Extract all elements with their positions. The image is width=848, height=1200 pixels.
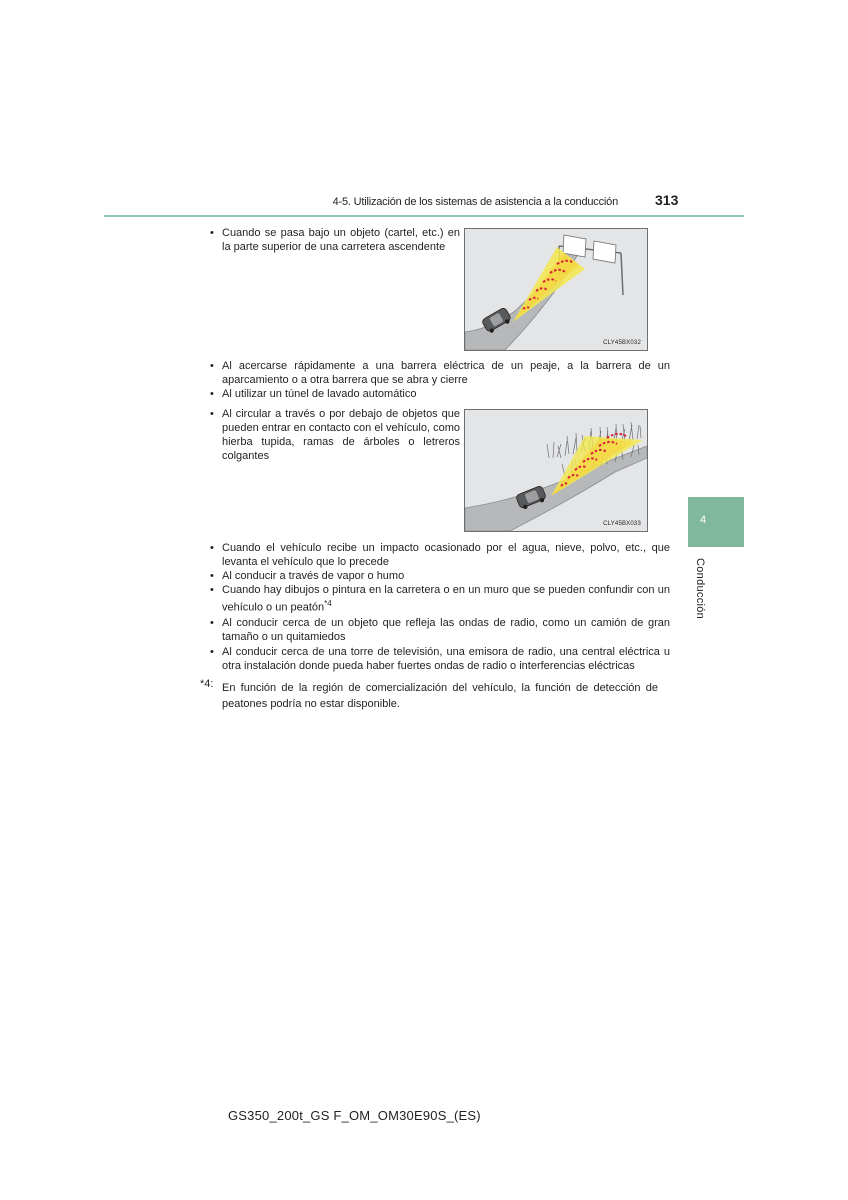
list-item <box>210 407 460 463</box>
list-item-text: Al conducir cerca de una torre de televisión, una emisora de radio, una central eléctrica u otra instalación donde pueda haber fuertes ondas de radio o interferencias eléctricas <box>222 646 670 672</box>
list-item-text: Al conducir cerca de un objeto que refleja las ondas de radio, como un camión de gran tamaño o un quitamiedos <box>222 617 670 643</box>
list-item-text: Al conducir a través de vapor o humo <box>222 570 405 582</box>
list-item <box>210 541 670 569</box>
figure-code: CLY45BX033 <box>603 521 641 527</box>
overhead-sign-drawing <box>465 229 647 350</box>
bullet-icon: • <box>210 227 214 239</box>
bullet-icon: • <box>210 617 214 629</box>
figure-code: CLY45BX032 <box>603 340 641 346</box>
chapter-label: Conducción <box>694 558 706 620</box>
illustration-tall-grass <box>464 409 648 532</box>
list-item-text: Al utilizar un túnel de lavado automático <box>222 388 417 400</box>
header-rule <box>104 215 744 217</box>
bullet-icon: • <box>210 388 214 400</box>
list-item <box>210 616 670 644</box>
list-item-text: Cuando el vehículo recibe un impacto ocasionado por el agua, nieve, polvo, etc., que levanta el vehículo que lo precede <box>222 542 670 568</box>
bullet-icon: • <box>210 570 214 582</box>
footnote-reference: *4 <box>324 599 332 608</box>
list-item <box>210 583 670 615</box>
list-item <box>210 226 460 254</box>
bullet-icon: • <box>210 542 214 554</box>
document-code: GS350_200t_GS F_OM_OM30E90S_(ES) <box>228 1108 481 1123</box>
list-item <box>210 645 670 673</box>
footnote-marker: *4: <box>200 678 214 690</box>
list-item-text <box>222 583 670 615</box>
bullet-icon: • <box>210 646 214 658</box>
bullet-icon: • <box>210 584 214 596</box>
list-item <box>210 359 670 387</box>
page-number: 313 <box>655 192 679 208</box>
list-item-text-body: Cuando hay dibujos o pintura en la carretera o en un muro que se pueden confundir con un vehículo o un peatón <box>222 584 670 614</box>
list-item-text: Cuando se pasa bajo un objeto (cartel, etc.) en la parte superior de una carretera ascendente <box>222 227 460 253</box>
chapter-tab <box>688 497 744 547</box>
list-item-text: Al circular a través o por debajo de objetos que pueden entrar en contacto con el vehículo, como hierba tupida, ramas de árboles o letreros colgantes <box>222 408 460 462</box>
bullet-icon: • <box>210 408 214 420</box>
running-header-title: 4-5. Utilización de los sistemas de asistencia a la conducción <box>332 196 618 208</box>
list-item-text: Al acercarse rápidamente a una barrera eléctrica de un peaje, a la barrera de un aparcamiento o a otra barrera que se abra y cierre <box>222 360 670 386</box>
illustration-overhead-sign <box>464 228 648 351</box>
chapter-tab-number: 4 <box>700 514 707 526</box>
footnote-text: En función de la región de comercialización del vehículo, la función de detección de peatones podría no estar disponible. <box>222 682 658 710</box>
list-item <box>210 387 670 401</box>
list-item <box>210 569 670 583</box>
tall-grass-drawing <box>465 410 647 531</box>
bullet-icon: • <box>210 360 214 372</box>
